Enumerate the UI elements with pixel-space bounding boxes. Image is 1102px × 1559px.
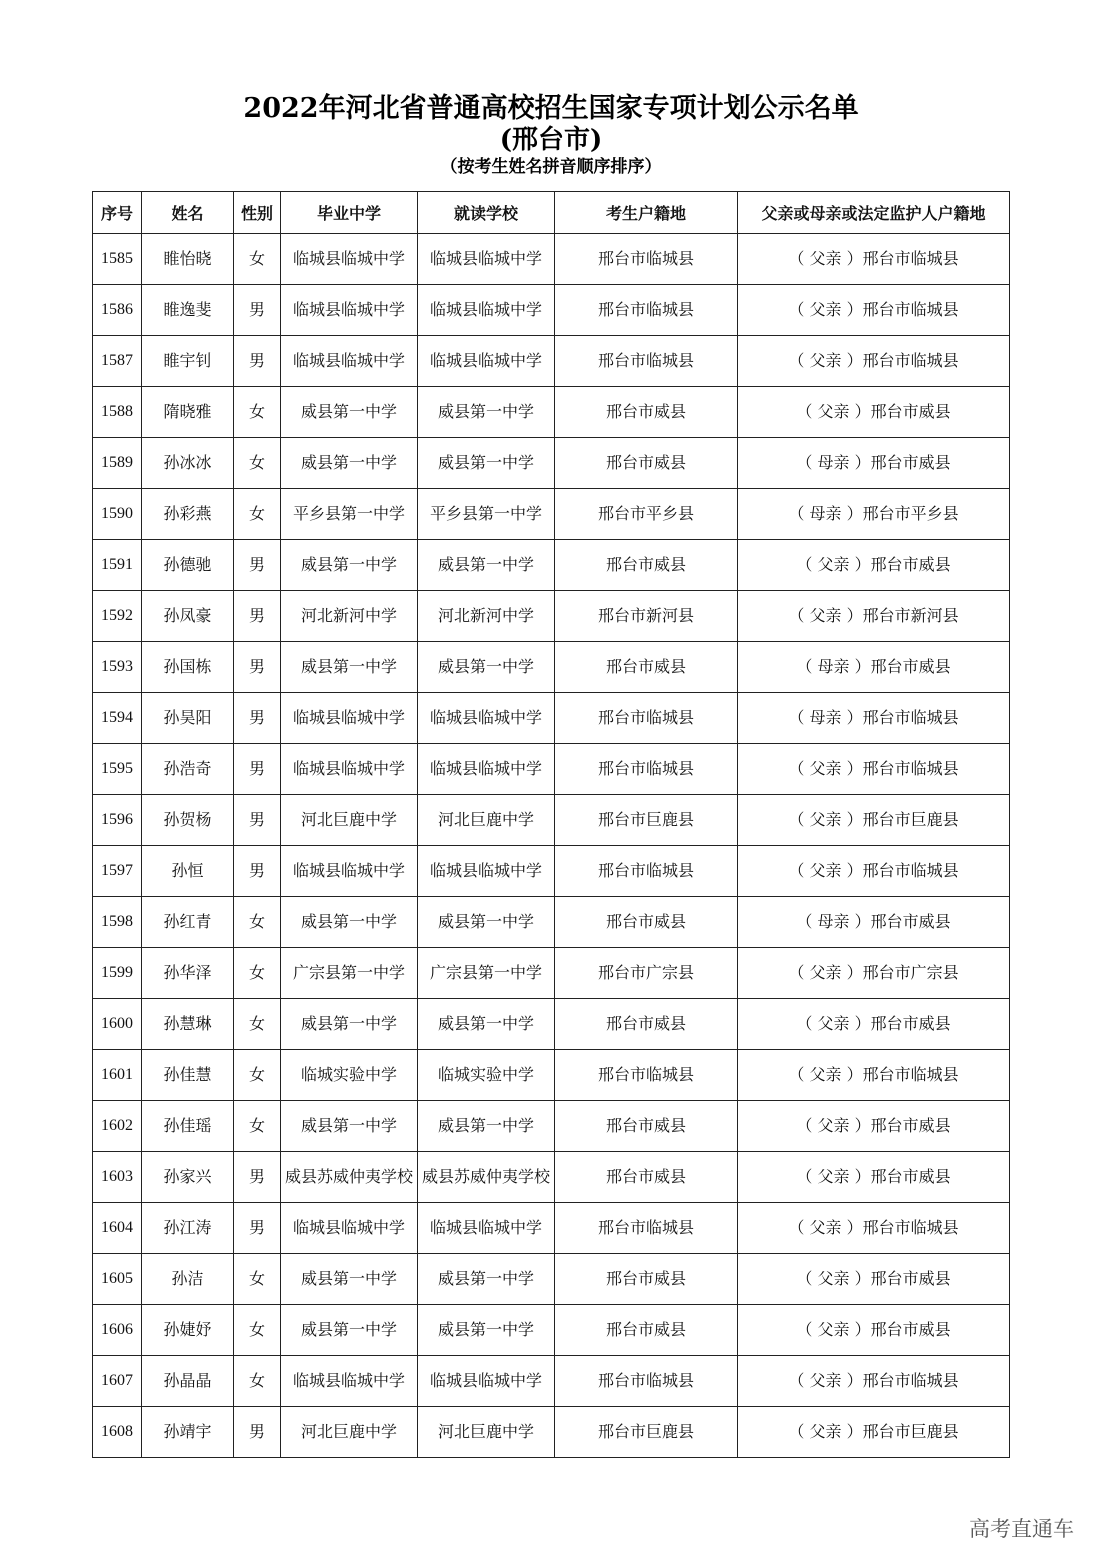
cell-guardian-registration: （ 父亲 ）邢台市临城县 — [738, 744, 1010, 795]
table-row — [93, 438, 1010, 489]
cell-household-registration: 邢台市威县 — [555, 1152, 738, 1203]
cell-name: 孙恒 — [142, 846, 234, 897]
table-row — [93, 1050, 1010, 1101]
cell-seq: 1608 — [93, 1407, 142, 1458]
cell-current-school: 临城县临城中学 — [418, 234, 555, 285]
cell-guardian-registration: （ 父亲 ）邢台市临城县 — [738, 234, 1010, 285]
cell-name: 孙彩燕 — [142, 489, 234, 540]
cell-graduation-school: 临城实验中学 — [281, 1050, 418, 1101]
cell-current-school: 临城县临城中学 — [418, 1203, 555, 1254]
cell-name: 孙洁 — [142, 1254, 234, 1305]
cell-current-school: 威县第一中学 — [418, 999, 555, 1050]
cell-household-registration: 邢台市威县 — [555, 438, 738, 489]
cell-name: 孙婕妤 — [142, 1305, 234, 1356]
cell-seq: 1594 — [93, 693, 142, 744]
cell-guardian-registration: （ 母亲 ）邢台市威县 — [738, 438, 1010, 489]
cell-seq: 1603 — [93, 1152, 142, 1203]
cell-name: 孙贺杨 — [142, 795, 234, 846]
cell-graduation-school: 威县第一中学 — [281, 387, 418, 438]
cell-name: 睢宇钊 — [142, 336, 234, 387]
cell-seq: 1607 — [93, 1356, 142, 1407]
cell-seq: 1590 — [93, 489, 142, 540]
cell-gender: 女 — [234, 999, 281, 1050]
table-row — [93, 744, 1010, 795]
cell-graduation-school: 威县第一中学 — [281, 642, 418, 693]
sort-note: （按考生姓名拼音顺序排序） — [440, 157, 662, 177]
cell-seq: 1588 — [93, 387, 142, 438]
cell-seq: 1601 — [93, 1050, 142, 1101]
cell-seq: 1591 — [93, 540, 142, 591]
cell-guardian-registration: （ 父亲 ）邢台市临城县 — [738, 1203, 1010, 1254]
cell-graduation-school: 临城县临城中学 — [281, 1203, 418, 1254]
cell-graduation-school: 威县第一中学 — [281, 438, 418, 489]
cell-guardian-registration: （ 母亲 ）邢台市平乡县 — [738, 489, 1010, 540]
cell-graduation-school: 临城县临城中学 — [281, 744, 418, 795]
cell-household-registration: 邢台市临城县 — [555, 336, 738, 387]
cell-current-school: 威县第一中学 — [418, 1254, 555, 1305]
cell-graduation-school: 临城县临城中学 — [281, 1356, 418, 1407]
cell-guardian-registration: （ 父亲 ）邢台市威县 — [738, 540, 1010, 591]
table-row — [93, 1407, 1010, 1458]
cell-household-registration: 邢台市巨鹿县 — [555, 795, 738, 846]
table-row — [93, 489, 1010, 540]
cell-guardian-registration: （ 父亲 ）邢台市临城县 — [738, 1356, 1010, 1407]
cell-household-registration: 邢台市威县 — [555, 1101, 738, 1152]
cell-gender: 女 — [234, 1356, 281, 1407]
cell-household-registration: 邢台市威县 — [555, 999, 738, 1050]
cell-guardian-registration: （ 父亲 ）邢台市威县 — [738, 1101, 1010, 1152]
cell-graduation-school: 威县苏威仲夷学校 — [281, 1152, 418, 1203]
table-row — [93, 234, 1010, 285]
cell-current-school: 临城县临城中学 — [418, 336, 555, 387]
table-row — [93, 897, 1010, 948]
cell-current-school: 威县第一中学 — [418, 387, 555, 438]
cell-household-registration: 邢台市威县 — [555, 1254, 738, 1305]
header-guardian-registration: 父亲或母亲或法定监护人户籍地 — [738, 192, 1010, 234]
cell-gender: 女 — [234, 948, 281, 999]
cell-name: 孙靖宇 — [142, 1407, 234, 1458]
cell-household-registration: 邢台市临城县 — [555, 693, 738, 744]
cell-household-registration: 邢台市临城县 — [555, 1203, 738, 1254]
cell-household-registration: 邢台市临城县 — [555, 744, 738, 795]
cell-household-registration: 邢台市威县 — [555, 897, 738, 948]
cell-gender: 女 — [234, 1305, 281, 1356]
cell-gender: 女 — [234, 438, 281, 489]
cell-guardian-registration: （ 父亲 ）邢台市临城县 — [738, 1050, 1010, 1101]
cell-seq: 1589 — [93, 438, 142, 489]
cell-graduation-school: 威县第一中学 — [281, 1254, 418, 1305]
cell-seq: 1587 — [93, 336, 142, 387]
cell-seq: 1596 — [93, 795, 142, 846]
cell-current-school: 河北巨鹿中学 — [418, 1407, 555, 1458]
table-row — [93, 1356, 1010, 1407]
cell-gender: 男 — [234, 846, 281, 897]
cell-seq: 1602 — [93, 1101, 142, 1152]
header-household-registration: 考生户籍地 — [555, 192, 738, 234]
cell-seq: 1597 — [93, 846, 142, 897]
cell-household-registration: 邢台市威县 — [555, 540, 738, 591]
cell-name: 孙德驰 — [142, 540, 234, 591]
cell-name: 孙凤豪 — [142, 591, 234, 642]
table-row — [93, 1203, 1010, 1254]
cell-gender: 女 — [234, 489, 281, 540]
table-row — [93, 1101, 1010, 1152]
cell-current-school: 临城县临城中学 — [418, 1356, 555, 1407]
cell-current-school: 河北新河中学 — [418, 591, 555, 642]
cell-guardian-registration: （ 父亲 ）邢台市威县 — [738, 387, 1010, 438]
table-row — [93, 540, 1010, 591]
cell-current-school: 河北巨鹿中学 — [418, 795, 555, 846]
cell-name: 睢逸斐 — [142, 285, 234, 336]
cell-current-school: 临城县临城中学 — [418, 693, 555, 744]
cell-guardian-registration: （ 父亲 ）邢台市威县 — [738, 999, 1010, 1050]
cell-seq: 1605 — [93, 1254, 142, 1305]
cell-name: 孙慧琳 — [142, 999, 234, 1050]
cell-household-registration: 邢台市平乡县 — [555, 489, 738, 540]
cell-guardian-registration: （ 父亲 ）邢台市威县 — [738, 1305, 1010, 1356]
cell-name: 隋晓雅 — [142, 387, 234, 438]
cell-graduation-school: 平乡县第一中学 — [281, 489, 418, 540]
cell-seq: 1586 — [93, 285, 142, 336]
cell-household-registration: 邢台市广宗县 — [555, 948, 738, 999]
cell-gender: 女 — [234, 897, 281, 948]
cell-seq: 1592 — [93, 591, 142, 642]
cell-gender: 男 — [234, 1407, 281, 1458]
header-seq: 序号 — [93, 192, 142, 234]
table-row — [93, 336, 1010, 387]
cell-gender: 女 — [234, 1101, 281, 1152]
cell-household-registration: 邢台市临城县 — [555, 846, 738, 897]
cell-household-registration: 邢台市威县 — [555, 1305, 738, 1356]
cell-seq: 1598 — [93, 897, 142, 948]
cell-gender: 男 — [234, 693, 281, 744]
cell-current-school: 临城县临城中学 — [418, 744, 555, 795]
cell-current-school: 临城实验中学 — [418, 1050, 555, 1101]
cell-name: 孙佳瑶 — [142, 1101, 234, 1152]
cell-guardian-registration: （ 父亲 ）邢台市广宗县 — [738, 948, 1010, 999]
header-gender: 性别 — [234, 192, 281, 234]
cell-graduation-school: 临城县临城中学 — [281, 234, 418, 285]
cell-name: 孙晶晶 — [142, 1356, 234, 1407]
cell-household-registration: 邢台市临城县 — [555, 285, 738, 336]
table-row — [93, 387, 1010, 438]
watermark: 高考直通车 — [969, 1517, 1074, 1541]
cell-graduation-school: 河北新河中学 — [281, 591, 418, 642]
cell-gender: 男 — [234, 336, 281, 387]
cell-guardian-registration: （ 父亲 ）邢台市临城县 — [738, 285, 1010, 336]
cell-name: 孙国栋 — [142, 642, 234, 693]
cell-name: 睢怡晓 — [142, 234, 234, 285]
cell-graduation-school: 威县第一中学 — [281, 1305, 418, 1356]
cell-guardian-registration: （ 父亲 ）邢台市巨鹿县 — [738, 795, 1010, 846]
cell-graduation-school: 河北巨鹿中学 — [281, 1407, 418, 1458]
cell-current-school: 威县第一中学 — [418, 438, 555, 489]
cell-graduation-school: 威县第一中学 — [281, 897, 418, 948]
cell-gender: 男 — [234, 285, 281, 336]
cell-gender: 女 — [234, 1050, 281, 1101]
cell-seq: 1599 — [93, 948, 142, 999]
cell-household-registration: 邢台市临城县 — [555, 234, 738, 285]
cell-guardian-registration: （ 父亲 ）邢台市威县 — [738, 1254, 1010, 1305]
cell-seq: 1585 — [93, 234, 142, 285]
cell-current-school: 广宗县第一中学 — [418, 948, 555, 999]
cell-current-school: 平乡县第一中学 — [418, 489, 555, 540]
cell-guardian-registration: （ 母亲 ）邢台市威县 — [738, 642, 1010, 693]
cell-household-registration: 邢台市临城县 — [555, 1356, 738, 1407]
cell-guardian-registration: （ 母亲 ）邢台市临城县 — [738, 693, 1010, 744]
cell-seq: 1595 — [93, 744, 142, 795]
cell-name: 孙家兴 — [142, 1152, 234, 1203]
cell-household-registration: 邢台市巨鹿县 — [555, 1407, 738, 1458]
cell-seq: 1606 — [93, 1305, 142, 1356]
document-subtitle: (邢台市) — [499, 125, 603, 155]
cell-gender: 男 — [234, 591, 281, 642]
cell-current-school: 威县第一中学 — [418, 642, 555, 693]
cell-name: 孙浩奇 — [142, 744, 234, 795]
cell-current-school: 威县第一中学 — [418, 897, 555, 948]
cell-seq: 1600 — [93, 999, 142, 1050]
cell-current-school: 威县第一中学 — [418, 1101, 555, 1152]
cell-gender: 男 — [234, 744, 281, 795]
cell-seq: 1604 — [93, 1203, 142, 1254]
table-row — [93, 795, 1010, 846]
cell-gender: 男 — [234, 540, 281, 591]
cell-guardian-registration: （ 父亲 ）邢台市临城县 — [738, 846, 1010, 897]
cell-household-registration: 邢台市临城县 — [555, 1050, 738, 1101]
table-row — [93, 285, 1010, 336]
cell-guardian-registration: （ 父亲 ）邢台市临城县 — [738, 336, 1010, 387]
cell-graduation-school: 广宗县第一中学 — [281, 948, 418, 999]
table-row — [93, 1152, 1010, 1203]
cell-graduation-school: 河北巨鹿中学 — [281, 795, 418, 846]
cell-name: 孙红青 — [142, 897, 234, 948]
cell-name: 孙江涛 — [142, 1203, 234, 1254]
cell-current-school: 威县苏威仲夷学校 — [418, 1152, 555, 1203]
header-current-school: 就读学校 — [418, 192, 555, 234]
cell-current-school: 临城县临城中学 — [418, 285, 555, 336]
table-row — [93, 642, 1010, 693]
cell-guardian-registration: （ 父亲 ）邢台市巨鹿县 — [738, 1407, 1010, 1458]
cell-graduation-school: 临城县临城中学 — [281, 846, 418, 897]
header-name: 姓名 — [142, 192, 234, 234]
cell-gender: 男 — [234, 1152, 281, 1203]
cell-current-school: 威县第一中学 — [418, 1305, 555, 1356]
cell-graduation-school: 威县第一中学 — [281, 999, 418, 1050]
table-row — [93, 1305, 1010, 1356]
cell-household-registration: 邢台市新河县 — [555, 591, 738, 642]
table-row — [93, 591, 1010, 642]
cell-name: 孙华泽 — [142, 948, 234, 999]
cell-household-registration: 邢台市威县 — [555, 387, 738, 438]
applicant-table — [92, 191, 1010, 1458]
table-header-row — [93, 192, 1010, 234]
table-row — [93, 693, 1010, 744]
table-row — [93, 999, 1010, 1050]
cell-gender: 女 — [234, 1254, 281, 1305]
cell-name: 孙冰冰 — [142, 438, 234, 489]
table-row — [93, 846, 1010, 897]
cell-gender: 男 — [234, 795, 281, 846]
cell-household-registration: 邢台市威县 — [555, 642, 738, 693]
table-row — [93, 948, 1010, 999]
cell-gender: 女 — [234, 387, 281, 438]
cell-gender: 男 — [234, 642, 281, 693]
cell-graduation-school: 临城县临城中学 — [281, 285, 418, 336]
header-graduation-school: 毕业中学 — [281, 192, 418, 234]
cell-graduation-school: 威县第一中学 — [281, 540, 418, 591]
table-row — [93, 1254, 1010, 1305]
document-title: 2022年河北省普通高校招生国家专项计划公示名单 — [243, 93, 859, 124]
cell-seq: 1593 — [93, 642, 142, 693]
table-body — [93, 234, 1010, 1458]
cell-current-school: 威县第一中学 — [418, 540, 555, 591]
cell-guardian-registration: （ 母亲 ）邢台市威县 — [738, 897, 1010, 948]
cell-graduation-school: 威县第一中学 — [281, 1101, 418, 1152]
cell-guardian-registration: （ 父亲 ）邢台市新河县 — [738, 591, 1010, 642]
cell-gender: 女 — [234, 234, 281, 285]
cell-graduation-school: 临城县临城中学 — [281, 336, 418, 387]
cell-name: 孙昊阳 — [142, 693, 234, 744]
cell-guardian-registration: （ 父亲 ）邢台市威县 — [738, 1152, 1010, 1203]
cell-graduation-school: 临城县临城中学 — [281, 693, 418, 744]
cell-gender: 男 — [234, 1203, 281, 1254]
cell-current-school: 临城县临城中学 — [418, 846, 555, 897]
cell-name: 孙佳慧 — [142, 1050, 234, 1101]
